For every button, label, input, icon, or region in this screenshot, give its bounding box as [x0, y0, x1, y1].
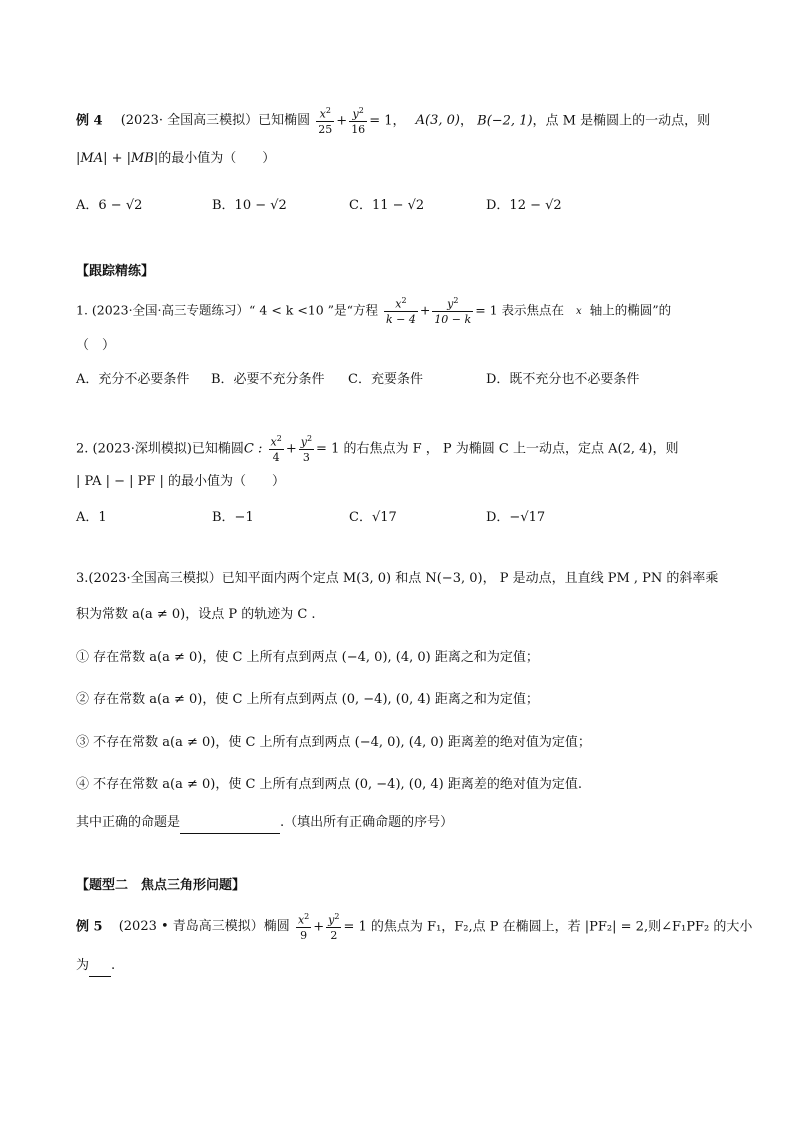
example-4-label: 例 4 [76, 113, 103, 129]
q1-option-d: D．既不充分也不必要条件 [486, 372, 640, 387]
q1-option-b: B．必要不充分条件 [211, 372, 325, 387]
ex5-equation-x-term: $\frac{x^2}{9}$ [297, 912, 310, 942]
q1-equation-x-term: $\frac{x^2}{k - 4}$ [385, 296, 416, 326]
section-tracking-practice: 【跟踪精练】 [76, 264, 155, 279]
question-3-line-2: 积为常数 a(a ≠ 0)，设点 P 的轨迹为 C . [76, 607, 316, 622]
q3-statement-4: ④ 不存在常数 a(a ≠ 0)，使 C 上所有点到两点 (0, −4), (0, 4) 距离差的绝对值为定值. [76, 777, 583, 792]
question-1-paren: （ ） [76, 338, 116, 353]
example-5-label: 例 5 [76, 919, 103, 935]
example-4-tail: ，点 M 是椭圆上的一动点，则 [532, 113, 711, 129]
section-type-two: 【题型二 焦点三角形问题】 [76, 878, 246, 893]
ex5-equation-y-term: $\frac{y^2}{2}$ [328, 912, 340, 942]
sum-expression: |MA| + |MB| [76, 151, 159, 166]
example-5-line-2: 为 . [76, 956, 115, 977]
q3-statement-1: ① 存在常数 a(a ≠ 0)，使 C 上所有点到两点 (−4, 0), (4, 0) 距离之和为定值； [76, 650, 539, 665]
q2-equation-y-term: $\frac{y^2}{3}$ [300, 434, 313, 464]
question-2-head: 2. (2023·深圳模拟)已知椭圆 [76, 441, 244, 457]
ex4-option-b: B．10 − √2 [212, 198, 287, 213]
question-1-line-1: 1. (2023·全国·高三专题练习）“ 4 < k <10 ”是“方程 $\frac{x^2}{k - 4}$ + $\frac{y^2}{10 - k}$ = 1 表示焦点在 x 轴上的椭圆”的 [76, 296, 672, 326]
ellipse-equation-y-term: $\frac{y^2}{16}$ [351, 106, 366, 136]
question-2-line-1: 2. (2023·深圳模拟)已知椭圆C : $\frac{x^2}{4}$ + $\frac{y^2}{3}$ = 1 的右焦点为 F ， P 为椭圆 C 上一动点，定点 A(2, 4)，则 [76, 434, 679, 464]
example-4-source: (2023· 全国高三模拟）已知椭圆 [120, 113, 311, 129]
ellipse-equation-x-term: $\frac{x^2}{25}$ [318, 106, 333, 136]
example-5-source: (2023 • 青岛高三模拟）椭圆 [118, 919, 290, 935]
answer-blank-ex5 [89, 956, 111, 977]
question-3-answer-line: 其中正确的命题是 .（填出所有正确命题的序号） [76, 813, 453, 834]
q1-equation-y-term: $\frac{y^2}{10 - k}$ [434, 296, 472, 326]
question-3-line-1: 3.(2023·全国高三模拟）已知平面内两个定点 M(3, 0) 和点 N(−3, 0)， P 是动点，且直线 PM , PN 的斜率乘 [76, 571, 719, 586]
example-4-question: 的最小值为（ ） [158, 151, 276, 166]
question-2-line-2: | PA | − | PF | 的最小值为（ ） [76, 474, 286, 489]
q2-equation-x-term: $\frac{x^2}{4}$ [270, 434, 282, 464]
ex4-option-c: C．11 − √2 [349, 198, 425, 213]
q2-option-b: B．−1 [212, 510, 254, 525]
q2-option-a: A．1 [76, 510, 107, 525]
q3-statement-2: ② 存在常数 a(a ≠ 0)，使 C 上所有点到两点 (0, −4), (0, 4) 距离之和为定值； [76, 692, 539, 707]
ex4-option-d: D．12 − √2 [486, 198, 562, 213]
example-4-line-1: 例 4 (2023· 全国高三模拟）已知椭圆 $\frac{x^2}{25}$ + $\frac{y^2}{16}$ = 1， A(3, 0)， B(−2, 1)，点 M 是椭圆上的一动点，则 [76, 106, 711, 136]
q2-option-c: C．√17 [349, 510, 397, 525]
ex4-option-a: A．6 − √2 [76, 198, 143, 213]
q2-option-d: D．−√17 [486, 510, 546, 525]
example-4-line-2 [76, 149, 275, 169]
example-5-line-1: 例 5 (2023 • 青岛高三模拟）椭圆 $\frac{x^2}{9}$ + $\frac{y^2}{2}$ = 1 的焦点为 F₁，F₂,点 P 在椭圆上，若 |PF₂| = 2,则∠F₁PF₂ 的大小 [76, 912, 753, 942]
question-1-head: 1. (2023·全国·高三专题练习）“ 4 < k <10 ”是“方程 [76, 302, 378, 318]
q3-statement-3: ③ 不存在常数 a(a ≠ 0)，使 C 上所有点到两点 (−4, 0), (4, 0) 距离差的绝对值为定值； [76, 735, 591, 750]
point-a: A(3, 0) [415, 113, 460, 129]
q1-option-c: C．充要条件 [348, 372, 423, 387]
answer-blank [180, 813, 280, 834]
q1-option-a: A．充分不必要条件 [76, 372, 190, 387]
point-b: B(−2, 1) [477, 113, 533, 129]
